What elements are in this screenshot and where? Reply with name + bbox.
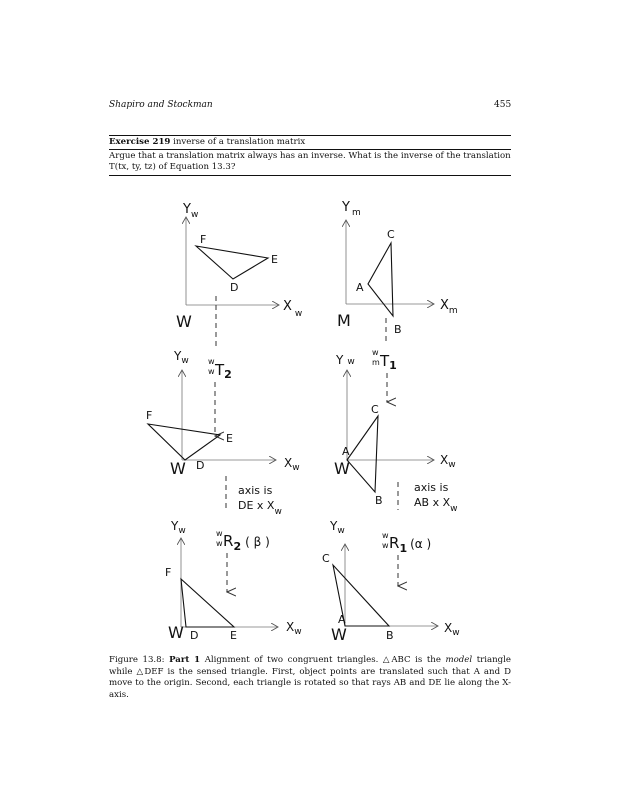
y-axis-label: Y w [336, 353, 355, 367]
panel-top-right [337, 200, 458, 343]
origin-label: W [176, 312, 192, 331]
x-axis-label: $X_w$ [440, 453, 456, 470]
origin-label: W [334, 459, 350, 478]
origin-label: W [170, 459, 186, 478]
axis-note-line-2: DE x $X_w$ [238, 499, 282, 517]
axis-note-line-2: AB x $X_w$ [414, 496, 458, 514]
point-c-label: C [322, 552, 330, 565]
point-c-label: C [387, 228, 395, 241]
caption-text-2: triangle while △DEF is the sensed triangle. First, object points are translated such that A and D move to the origin. Second, each triangle is rotated so that rays AB and DE lie along the X-axis. [109, 655, 512, 700]
point-c-label: C [371, 403, 379, 416]
triangle-def [148, 424, 220, 460]
point-d-label: D [190, 629, 199, 642]
exercise-body: Argue that a translation matrix always has an inverse. What is the inverse of the translation T(tx, ty, tz) of Equation 13.3? [109, 151, 511, 172]
point-a-label: A [356, 281, 364, 294]
x-axis-label: $X_w$ [444, 621, 460, 638]
running-header-authors: Shapiro and Stockman [109, 100, 213, 110]
x-axis-label: $X_w$ [284, 456, 300, 473]
panel-bottom-right [322, 519, 460, 644]
panel-bottom-left [165, 519, 302, 642]
point-d-label: D [230, 281, 239, 294]
axis-note-line-1: axis is [238, 484, 273, 497]
point-f-label: F [200, 233, 207, 246]
caption-model-word: model [445, 655, 473, 665]
y-axis-label: $Y_w$ [171, 519, 186, 536]
transform-r2-label: w $wR_2$ $^{( \beta )}$ [216, 529, 270, 553]
point-b-label: B [386, 629, 394, 642]
axis-note-line-1: axis is [414, 481, 449, 494]
caption-figure-number: Figure 13.8: [109, 655, 165, 665]
x-axis-label: $X_w$ [286, 620, 302, 637]
y-axis-label: $Y_w$ [183, 202, 199, 220]
triangle-def [196, 246, 268, 279]
point-a-label: A [338, 613, 346, 626]
origin-label: W [168, 623, 184, 642]
point-b-label: B [375, 494, 383, 507]
point-a-label: A [342, 445, 350, 458]
exercise-label: Exercise 219 [109, 137, 171, 147]
caption-part-label: Part 1 [169, 655, 201, 665]
page-number: 455 [494, 100, 512, 110]
point-b-label: B [394, 323, 402, 336]
caption-text-1: Alignment of two congruent triangles. △ABC is the [200, 655, 446, 665]
y-axis-label: Y $_m$ [342, 200, 361, 218]
triangle-def [181, 579, 234, 627]
panel-mid-right [334, 348, 458, 514]
triangle-abc [347, 416, 378, 492]
point-e-label: E [271, 253, 278, 266]
point-d-label: D [196, 459, 205, 472]
point-e-label: E [230, 629, 237, 642]
exercise-title: inverse of a translation matrix [173, 137, 306, 147]
y-axis-label: $Y_w$ [330, 519, 345, 536]
x-axis-label: $X_m$ [440, 298, 458, 316]
triangle-abc [368, 243, 393, 316]
origin-label: M [337, 311, 351, 330]
x-axis-label: X $_w$ [283, 299, 303, 319]
transform-t1-label: w $mT_1$ [372, 348, 397, 372]
point-f-label: F [165, 566, 172, 579]
y-axis-label: $Y_w$ [174, 349, 189, 366]
panel-mid-left [146, 349, 300, 517]
point-e-label: E [226, 432, 233, 445]
point-f-label: F [146, 409, 153, 422]
transform-r1-label: w $wR_1$ $^{(\alpha )}$ [382, 531, 432, 555]
origin-label: W [331, 625, 347, 644]
figure-caption [109, 655, 511, 701]
panel-top-left [176, 202, 302, 346]
transform-t2-label: w $wT_2$ [208, 357, 232, 381]
